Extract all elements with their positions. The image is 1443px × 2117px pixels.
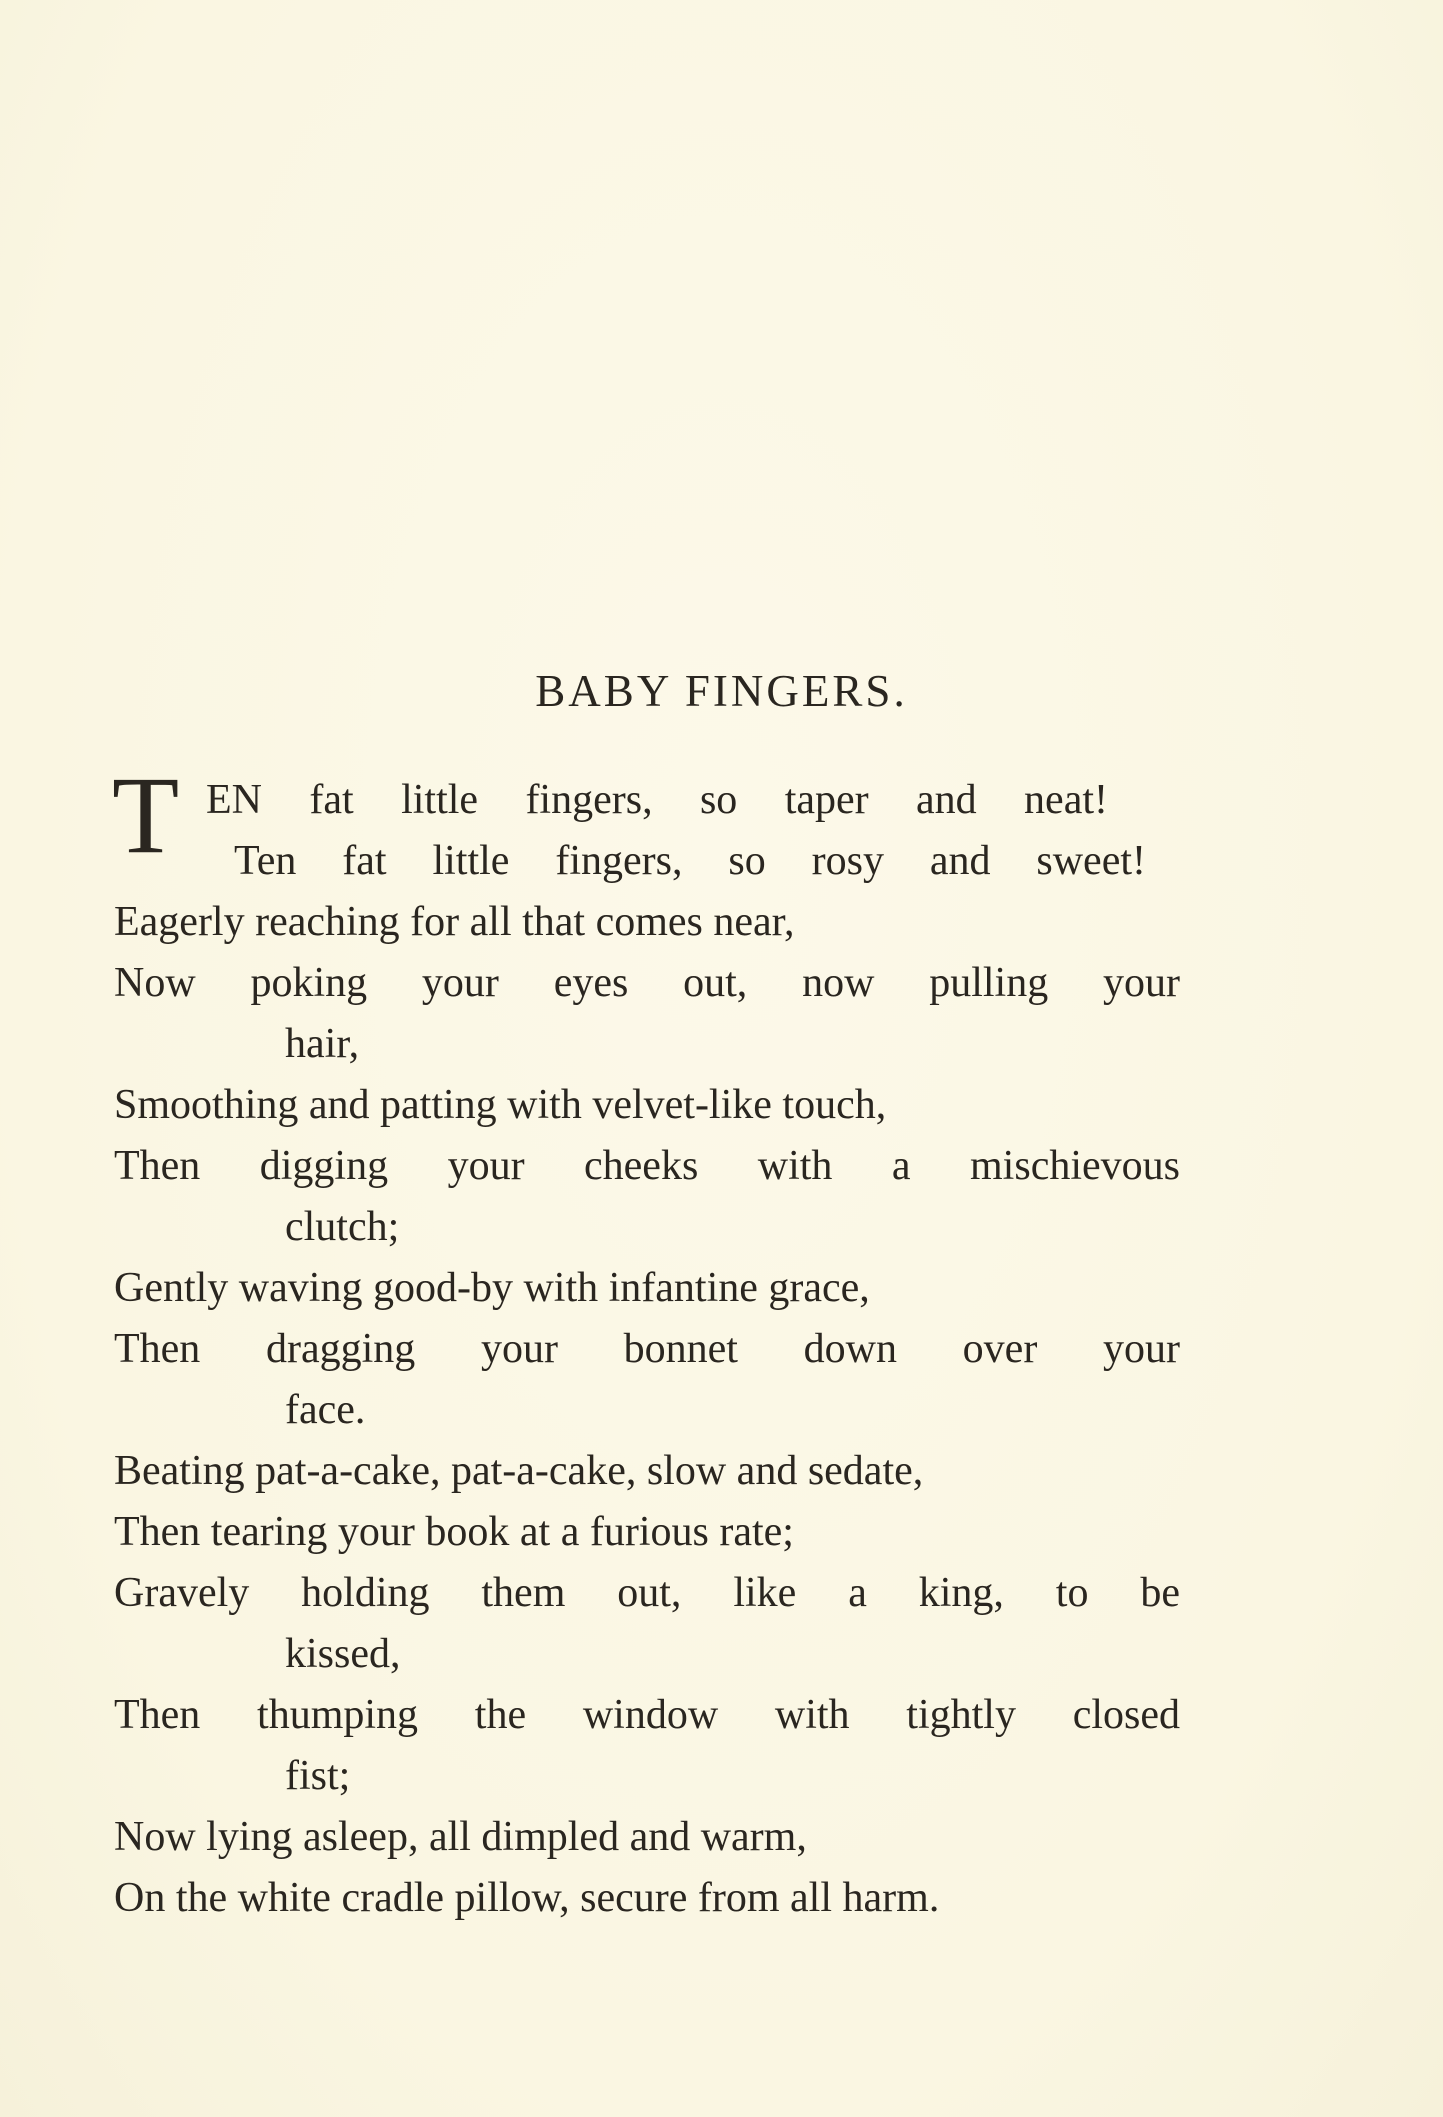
poem-line-4-cont: hair, <box>285 1021 360 1067</box>
poem-line-11-cont: kissed, <box>285 1631 401 1677</box>
poem-line-7: Gently waving good-by with infantine grace, <box>114 1265 870 1311</box>
poem-line-2: Ten fat little fingers, so rosy and sweet! <box>234 838 1146 884</box>
poem-line-6-cont: clutch; <box>285 1204 400 1250</box>
drop-cap: T <box>112 754 180 876</box>
poem-line-12-cont: fist; <box>285 1753 351 1799</box>
poem-line-6: Then digging your cheeks with a mischievous <box>114 1143 1180 1189</box>
poem-line-4: Now poking your eyes out, now pulling your <box>114 960 1180 1006</box>
poem-line-13: Now lying asleep, all dimpled and warm, <box>114 1814 807 1860</box>
poem-line-1: EN fat little fingers, so taper and neat! <box>206 777 1108 823</box>
poem-line-11: Gravely holding them out, like a king, to be <box>114 1570 1180 1616</box>
poem-title: BABY FINGERS. <box>535 666 908 716</box>
poem-line-14: On the white cradle pillow, secure from all harm. <box>114 1875 940 1921</box>
poem-line-8-cont: face. <box>285 1387 366 1433</box>
poem-line-5: Smoothing and patting with velvet-like touch, <box>114 1082 887 1128</box>
poem-line-9: Beating pat-a-cake, pat-a-cake, slow and sedate, <box>114 1448 924 1494</box>
poem-line-10: Then tearing your book at a furious rate; <box>114 1509 794 1555</box>
poem-line-8: Then dragging your bonnet down over your <box>114 1326 1180 1372</box>
poem-line-12: Then thumping the window with tightly closed <box>114 1692 1180 1738</box>
poem-line-3: Eagerly reaching for all that comes near, <box>114 899 795 945</box>
